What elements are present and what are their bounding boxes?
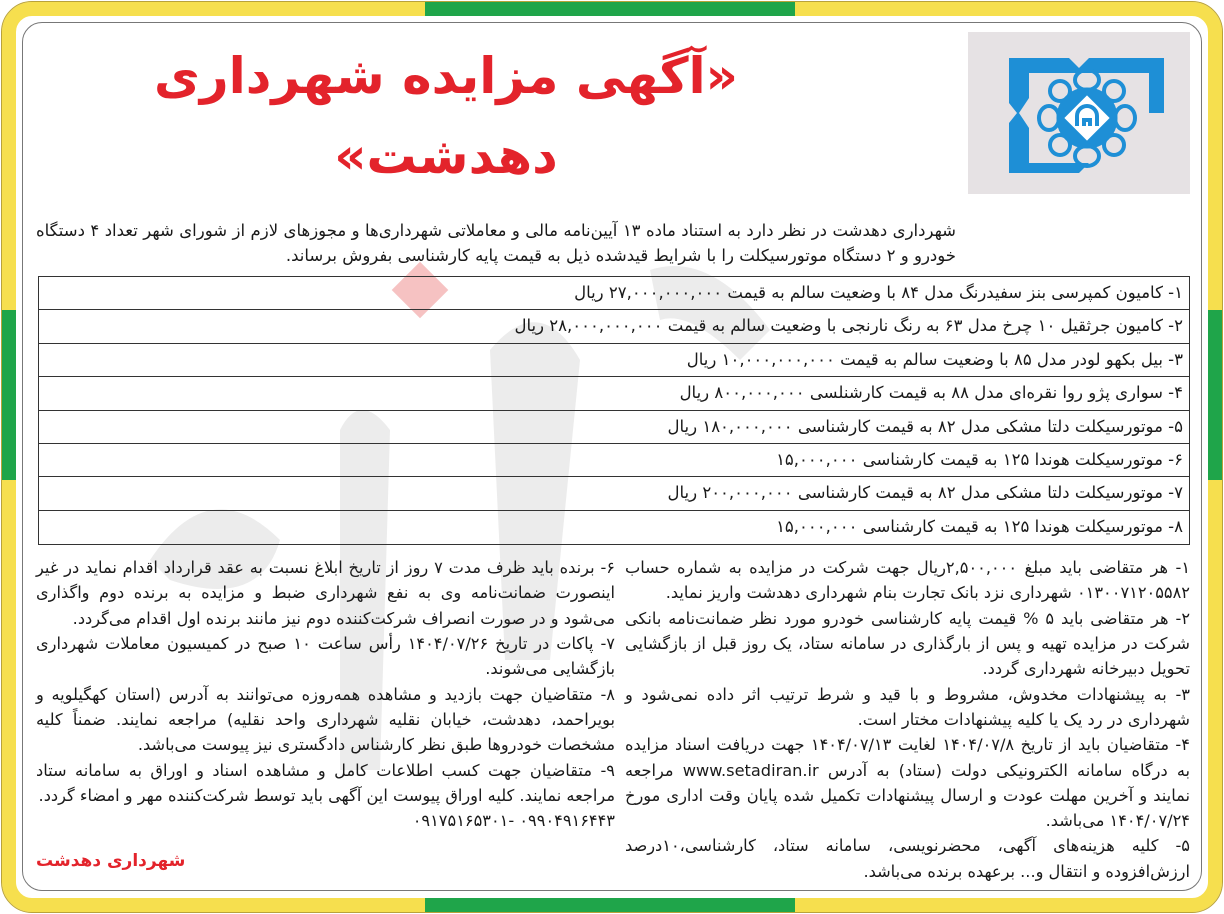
- table-row: ۷- موتورسیکلت دلتا مشکی مدل ۸۲ به قیمت کارشناسی ۲۰۰,۰۰۰,۰۰۰ ریال: [39, 477, 1189, 510]
- ad-title: «آگهی مزایده شهرداری دهدشت»: [154, 47, 738, 185]
- phone-numbers: ۰۹۹۰۴۹۱۶۴۴۳ -۰۹۱۷۵۱۶۵۳۰۱: [412, 811, 615, 831]
- municipality-logo: [968, 32, 1190, 194]
- logo-emblem-icon: [979, 38, 1179, 188]
- table-row: ۶- موتورسیکلت هوندا ۱۲۵ به قیمت کارشناسی ۱۵,۰۰۰,۰۰۰: [39, 444, 1189, 477]
- conditions-left-column: [36, 555, 615, 884]
- condition-9: ۹- متقاضیان جهت کسب اطلاعات کامل و مشاهده اسناد و اوراق به سامانه ستاد مراجعه نمایند. کلیه اوراق پیوست این آگهی باید توسط شرکت‌کننده مهر و امضاء گردد.: [36, 760, 615, 805]
- intro-paragraph: شهرداری دهدشت در نظر دارد به استناد ماده ۱۳ آیین‌نامه مالی و معاملاتی شهرداری‌ها و مجوزهای لازم از شورای شهر تعداد ۴ دستگاه خودرو و ۲ دستگاه موتورسیکلت را با شرایط قیدشده ذیل به قیمت پایه کارشناسی بفروش برساند.: [36, 221, 956, 265]
- table-row: ۸- موتورسیکلت هوندا ۱۲۵ به قیمت کارشناسی ۱۵,۰۰۰,۰۰۰: [776, 516, 1183, 536]
- condition-7: ۷- پاکات در تاریخ ۱۴۰۴/۰۷/۲۶ رأس ساعت ۱۰ صبح در کمیسیون معاملات شهرداری بازگشایی می‌شوند.: [36, 634, 615, 679]
- condition-4: ۴- متقاضیان باید از تاریخ ۱۴۰۴/۰۷/۸ لغایت ۱۴۰۴/۰۷/۱۳ جهت دریافت اسناد مزایده به درگاه سامانه الکترونیکی دولت (ستاد) به آدرس www.setadiran.ir مراجعه نمایند و آخرین مهلت عودت و ارسال پیشنهادات تکمیل شده پایان وقت اداری مورخ ۱۴۰۴/۰۷/۲۴ می‌باشد.: [625, 735, 1190, 831]
- items-table: [38, 276, 1190, 545]
- table-row: ۳- بیل بکهو لودر مدل ۸۵ با وضعیت سالم به قیمت ۱۰,۰۰۰,۰۰۰,۰۰۰ ریال: [39, 344, 1189, 377]
- table-row: ۲- کامیون جرثقیل ۱۰ چرخ مدل ۶۳ به رنگ نارنجی با وضعیت سالم به قیمت ۲۸,۰۰۰,۰۰۰,۰۰۰ ریال: [39, 310, 1189, 343]
- table-row: ۴- سواری پژو روا نقره‌ای مدل ۸۸ به قیمت کارشنلسی ۸۰۰,۰۰۰,۰۰۰ ریال: [39, 377, 1189, 410]
- condition-6: ۶- برنده باید ظرف مدت ۷ روز از تاریخ ابلاغ نسبت به عقد قرارداد اقدام نماید در غیر اینصورت ضمانت‌نامه وی به نفع شهرداری ضبط و مزایده به برنده دوم واگذاری می‌شود و در صورت انصراف شرکت‌کننده دوم نیز مانند برنده اول اقدام می‌گردد.: [36, 558, 615, 628]
- table-row: ۵- موتورسیکلت دلتا مشکی مدل ۸۲ به قیمت کارشناسی ۱۸۰,۰۰۰,۰۰۰ ریال: [39, 411, 1189, 444]
- condition-5: ۵- کلیه هزینه‌های آگهی، محضرنویسی، سامانه ستاد، کارشناسی،۱۰درصد ارزش‌افزوده و انتقال و... برعهده برنده می‌باشد.: [625, 836, 1190, 881]
- condition-1: ۱- هر متقاضی باید مبلغ ۲,۵۰۰,۰۰۰ریال جهت شرکت در مزایده به شماره حساب ۰۱۳۰۰۷۱۲۰۵۵۸۲ شهرداری نزد بانک تجارت بنام شهرداری دهدشت واریز نماید.: [625, 558, 1191, 603]
- condition-2: ۲- هر متقاضی باید ۵ % قیمت پایه کارشناسی خودرو مورد نظر ضمانت‌نامه بانکی شرکت در مزایده تهیه و پس از بارگذاری در سامانه ستاد، یک روز قبل از بازگشایی تحویل دبیرخانه شهرداری گردد.: [625, 608, 1191, 679]
- condition-8: ۸- متقاضیان جهت بازدید و مشاهده همه‌روزه می‌توانند به آدرس (استان کهگیلویه و بویراحمد، دهدشت، خیابان نقلیه شهرداری واحد نقلیه) مراجعه نمایند. ضمناً کلیه مشخصات خودروها طبق نظر کارشناس دادگستری نیز پیوست می‌باشد.: [36, 684, 615, 755]
- table-row: ۱- کامیون کمپرسی بنز سفیدرنگ مدل ۸۴ با وضعیت سالم به قیمت ۲۷,۰۰۰,۰۰۰,۰۰۰ ریال: [39, 277, 1189, 310]
- signature: شهرداری دهدشت: [36, 851, 186, 872]
- conditions-right-column: [625, 555, 1190, 884]
- condition-3: ۳- به پیشنهادات مخدوش، مشروط و با قید و شرط ترتیب اثر داده نمی‌شود و شهرداری در رد یک یا کلیه پیشنهادات مختار است.: [625, 684, 1190, 729]
